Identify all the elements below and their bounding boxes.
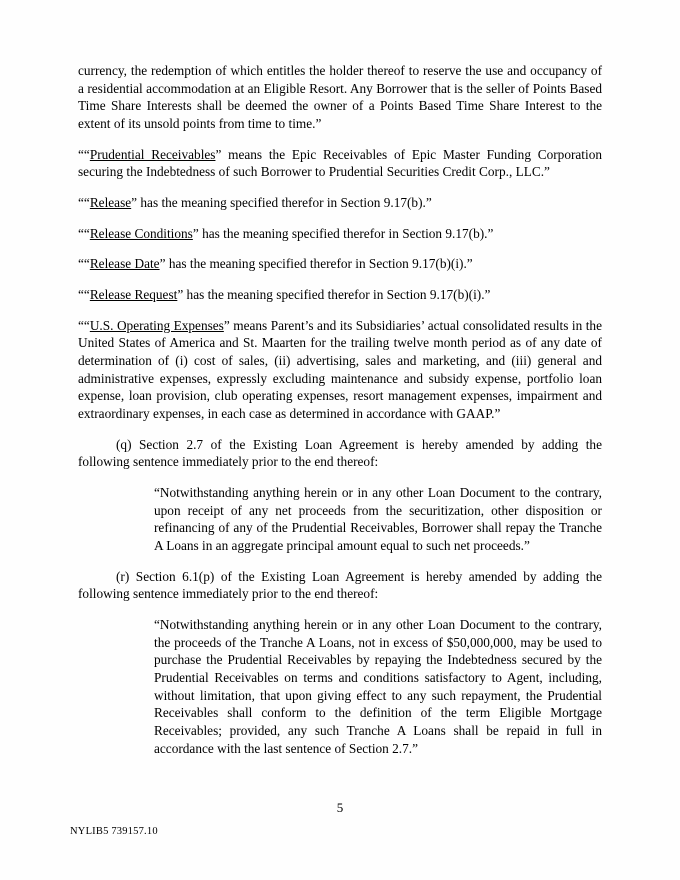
defined-term: Release Conditions: [89, 225, 193, 241]
definition-text: ” has the meaning specified therefor in Section 9.17(b).”: [131, 195, 432, 211]
defined-term: Release Request: [89, 287, 178, 303]
definition-text: ” has the meaning specified therefor in Section 9.17(b)(i).”: [177, 287, 491, 303]
paragraph-r: (r) Section 6.1(p) of the Existing Loan Agreement is hereby amended by adding the following sentence immediately prior to the end thereof:: [78, 568, 602, 602]
definition-text: ” means Parent’s and its Subsidiaries’ actual consolidated results in the United States of America and St. Maarten for the trailing twelve month period as of any date of determination of (i) cost of sales, (ii) advertising, sales and marketing, and (iii) general and administrative expenses, expressly excluding maintenance and subsidy expense, portfolio loan expense, loan provision, club operating expenses, resort management expenses, impairment and extraordinary expenses, in each case as determined in accordance with GAAP.”: [78, 317, 602, 422]
definition-release-request: [78, 286, 602, 304]
page-number: 5: [336, 800, 344, 815]
quote-lead: ““: [78, 256, 90, 272]
quote-lead: ““: [78, 287, 90, 303]
definition-text: ” has the meaning specified therefor in Section 9.17(b)(i).”: [159, 256, 473, 272]
definition-release-conditions: [78, 225, 602, 243]
paragraph-continuation: currency, the redemption of which entitles the holder thereof to reserve the use and occupancy of a residential accommodation at an Eligible Resort. Any Borrower that is the seller of Points Based Time Share Interests shall be deemed the owner of a Points Based Time Share Interest to the extent of its unsold points from time to time.”: [78, 63, 602, 132]
quote-lead: ““: [78, 195, 90, 211]
definition-release: [78, 194, 602, 212]
defined-term: Prudential Receivables: [89, 146, 216, 162]
definition-prudential-receivables: [78, 146, 602, 181]
definition-us-operating-expenses: [78, 317, 602, 423]
document-id-footer: NYLIB5 739157.10: [70, 826, 158, 837]
defined-term: U.S. Operating Expenses: [89, 317, 224, 333]
defined-term: Release: [89, 195, 132, 211]
quote-lead: ““: [78, 146, 90, 162]
quote-r: “Notwithstanding anything herein or in any other Loan Document to the contrary, the proceeds of the Tranche A Loans, not in excess of $50,000,000, may be used to purchase the Prudential Receivables by repaying the Indebtedness secured by the Prudential Receivables on terms and conditions satisfactory to Agent, including, without limitation, that upon giving effect to any such repayment, the Prudential Receivables shall conform to the definition of the term Eligible Mortgage Receivables; provided, any such Tranche A Loans shall be repaid in full in accordance with the last sentence of Section 2.7.”: [154, 617, 602, 756]
quote-lead: ““: [78, 317, 90, 333]
defined-term: Release Date: [89, 256, 160, 272]
document-body: [78, 62, 602, 771]
paragraph-q: (q) Section 2.7 of the Existing Loan Agreement is hereby amended by adding the following sentence immediately prior to the end thereof:: [78, 436, 602, 470]
quote-lead: ““: [78, 225, 90, 241]
definition-text: ” means the Epic Receivables of Epic Master Funding Corporation securing the Indebtedness of such Borrower to Prudential Securities Credit Corp., LLC.”: [78, 146, 602, 180]
definition-text: ” has the meaning specified therefor in Section 9.17(b).”: [192, 225, 494, 241]
quote-q: “Notwithstanding anything herein or in any other Loan Document to the contrary, upon receipt of any net proceeds from the securitization, other disposition or refinancing of any of the Prudential Receivables, Borrower shall repay the Tranche A Loans in an aggregate principal amount equal to such net proceeds.”: [154, 485, 602, 554]
definition-release-date: [78, 255, 602, 273]
